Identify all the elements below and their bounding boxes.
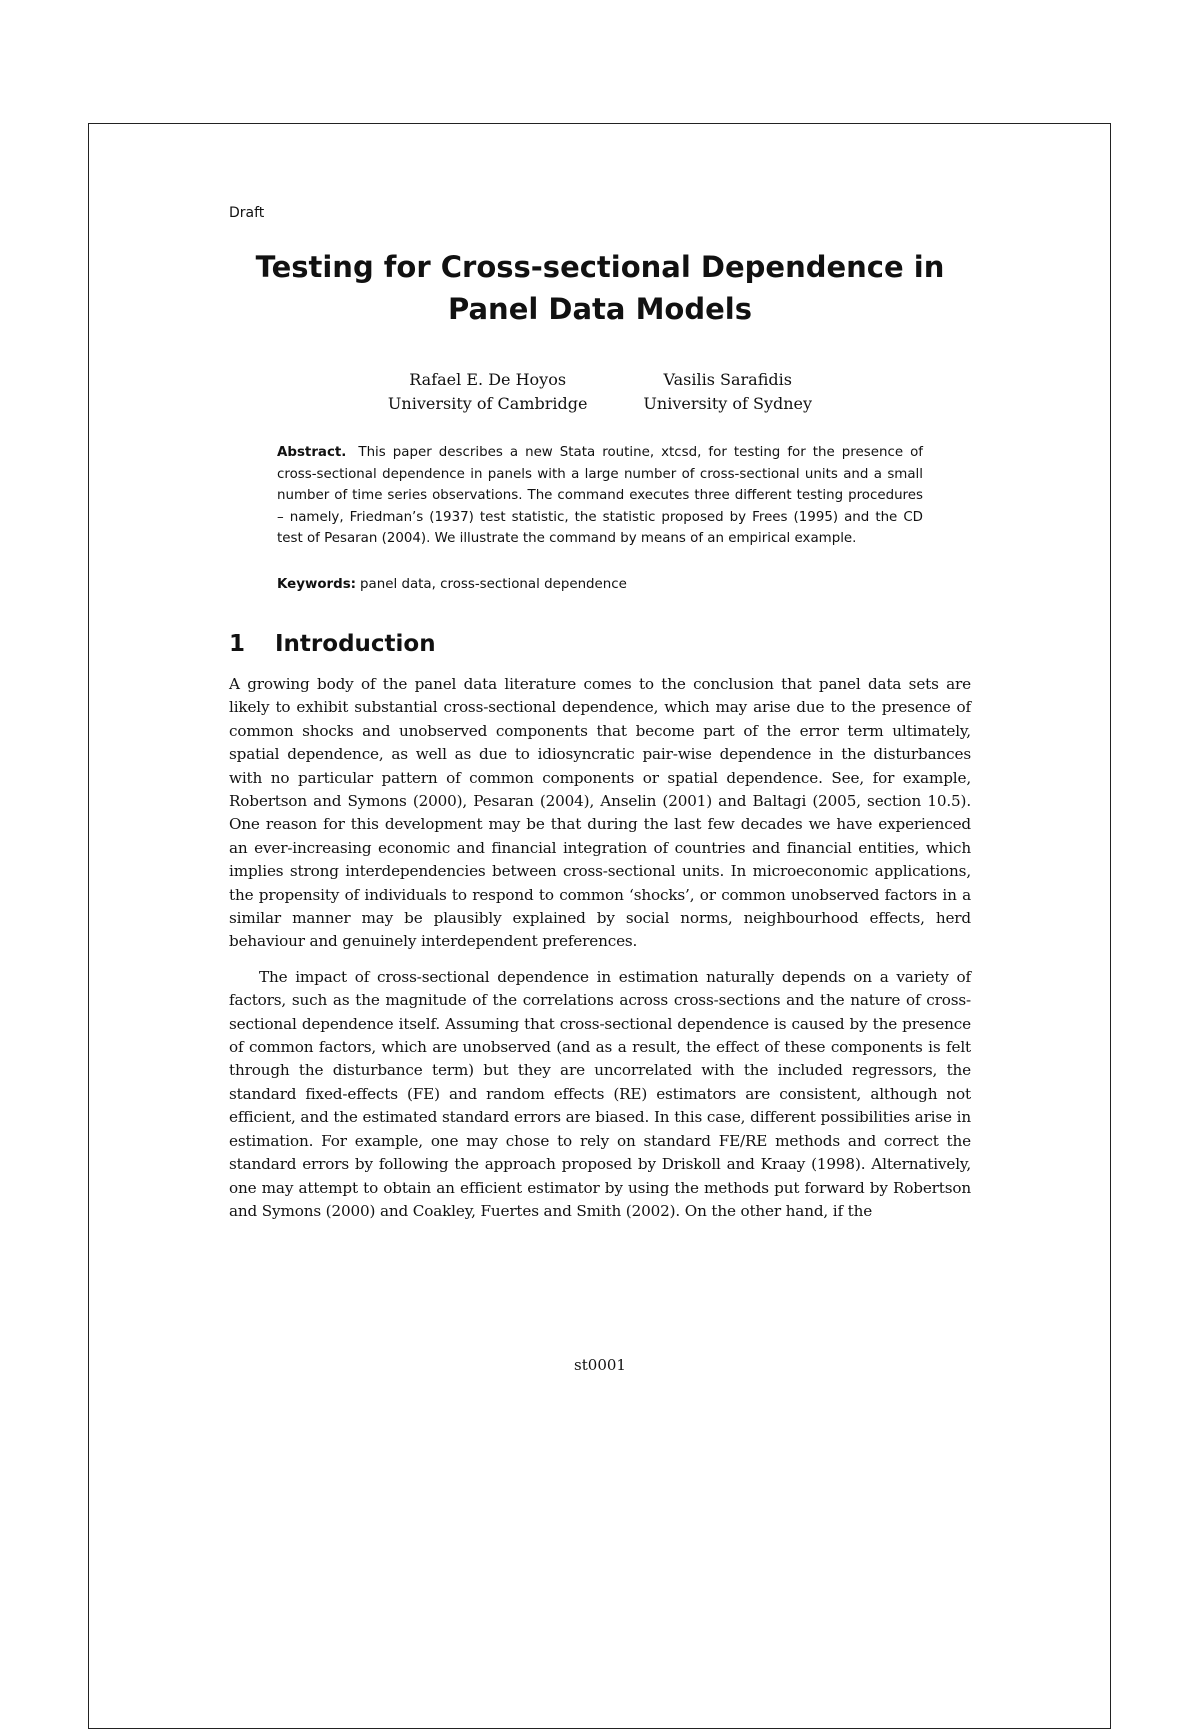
- abstract-label: Abstract.: [277, 445, 347, 460]
- author-1: [388, 368, 588, 416]
- draft-label: Draft: [229, 205, 265, 221]
- keywords: [277, 574, 923, 595]
- author-name: Rafael E. De Hoyos: [409, 370, 567, 389]
- section-heading-introduction: [229, 629, 971, 659]
- body-paragraph: A growing body of the panel data literature comes to the conclusion that panel data sets are likely to exhibit substantial cross-sectional dependence, which may arise due to the presence of common shocks and unobserved components that become part of the error term ultimately, spatial dependence, as well as due to idiosyncratic pair-wise dependence in the disturbances with no particular pattern of common components or spatial dependence. See, for example, Robertson and Symons (2000), Pesaran (2004), Anselin (2001) and Baltagi (2005, section 10.5). One reason for this development may be that during the last few decades we have experienced an ever-increasing economic and financial integration of countries and financial entities, which implies strong interdependencies between cross-sectional units. In microeconomic applications, the propensity of individuals to respond to common ‘shocks’, or common unobserved factors in a similar manner may be plausibly explained by social norms, neighbourhood effects, herd behaviour and genuinely interdependent preferences.: [229, 674, 971, 951]
- section-number: 1: [229, 630, 246, 657]
- author-affiliation: University of Cambridge: [387, 394, 588, 413]
- paper-title-line-1: Testing for Cross-sectional Dependence in: [255, 250, 945, 284]
- section-title: Introduction: [275, 630, 436, 657]
- paper-title-line-2: Panel Data Models: [448, 292, 752, 326]
- author-block: [229, 368, 971, 416]
- keywords-label: Keywords:: [277, 576, 357, 592]
- paper-content: [229, 204, 971, 1223]
- keywords-text: panel data, cross-sectional dependence: [360, 576, 627, 592]
- body-paragraph: The impact of cross-sectional dependence in estimation naturally depends on a variety of factors, such as the magnitude of the correlations across cross-sections and the nature of cross-sectional dependence itself. Assuming that cross-sectional dependence is caused by the presence of common factors, which are unobserved (and as a result, the effect of these components is felt through the disturbance term) but they are uncorrelated with the included regressors, the standard fixed-effects (FE) and random effects (RE) estimators are consistent, although not efficient, and the estimated standard errors are biased. In this case, different possibilities arise in estimation. For example, one may chose to rely on standard FE/RE methods and correct the standard errors by following the approach proposed by Driskoll and Kraay (1998). Alternatively, one may attempt to obtain an efficient estimator by using the methods put forward by Robertson and Symons (2000) and Coakley, Fuertes and Smith (2002). On the other hand, if the: [229, 967, 971, 1220]
- author-2: [643, 368, 812, 416]
- abstract-text: This paper describes a new Stata routine, xtcsd, for testing for the presence of cross-sectional dependence in panels with a large number of cross-sectional units and a small number of time series observations. The command executes three different testing procedures – namely, Friedman’s (1937) test statistic, the statistic proposed by Frees (1995) and the CD test of Pesaran (2004). We illustrate the command by means of an empirical example.: [277, 445, 923, 547]
- author-name: Vasilis Sarafidis: [663, 370, 792, 389]
- page-identifier: st0001: [574, 1356, 626, 1374]
- author-affiliation: University of Sydney: [643, 394, 813, 413]
- abstract: [277, 442, 923, 550]
- paper-title: [229, 246, 971, 330]
